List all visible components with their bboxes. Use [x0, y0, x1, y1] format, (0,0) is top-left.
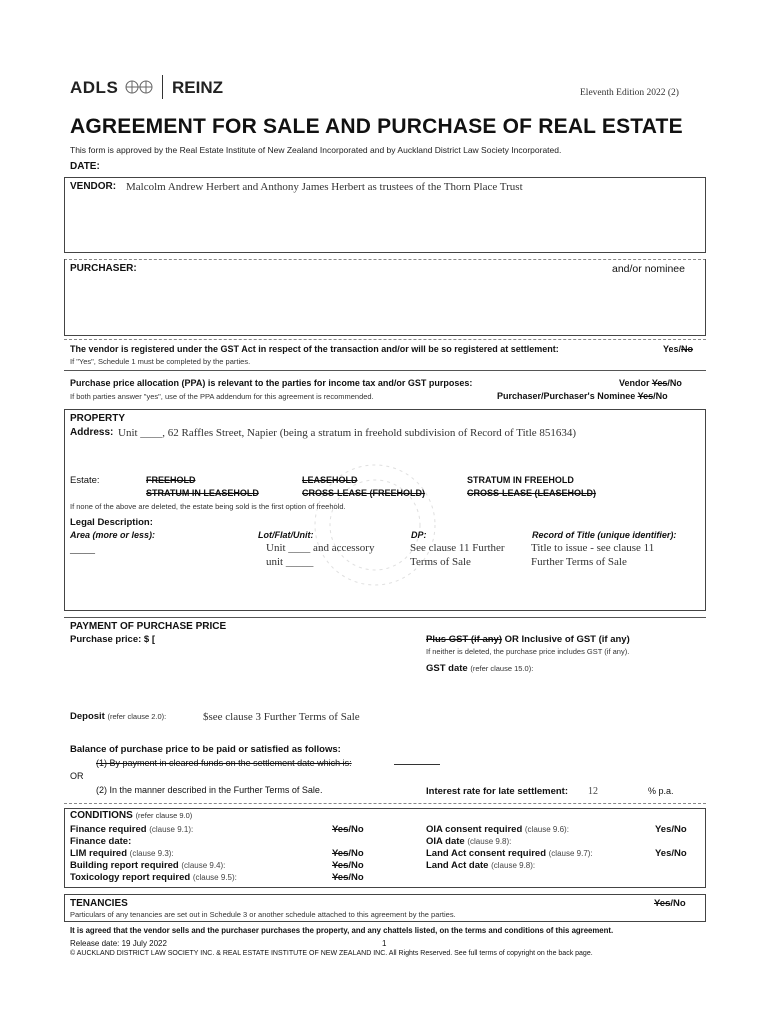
- interest-value[interactable]: 12: [588, 786, 598, 797]
- page-title: AGREEMENT FOR SALE AND PURCHASE OF REAL ESTATE: [70, 115, 683, 138]
- dp-value-2[interactable]: Terms of Sale: [410, 556, 471, 568]
- condition-toxicology-yesno[interactable]: Yes/No: [332, 872, 364, 883]
- estate-label: Estate:: [70, 475, 100, 486]
- ppa-vendor-label: Vendor: [619, 378, 650, 388]
- option1-strike-line: [394, 764, 440, 765]
- balance-or: OR: [70, 771, 84, 781]
- deposit-row: [70, 711, 166, 722]
- condition-lim-yesno[interactable]: Yes/No: [332, 848, 364, 859]
- agreement-statement: It is agreed that the vendor sells and the purchaser purchases the property, and any chattels listed, on the terms and conditions of this agreement.: [70, 926, 614, 935]
- gst-inclusion[interactable]: [426, 634, 630, 645]
- deposit-ref: (refer clause 2.0):: [107, 712, 167, 721]
- plus-gst-option[interactable]: Plus GST (if any): [426, 634, 503, 645]
- lot-value-1[interactable]: Unit ____ and accessory: [266, 542, 375, 554]
- dp-value-1[interactable]: See clause 11 Further: [410, 542, 505, 554]
- balance-option-1[interactable]: (1) By payment in cleared funds on the settlement date which is:: [96, 758, 352, 768]
- ppa-vendor-no[interactable]: /No: [667, 378, 682, 388]
- property-heading: PROPERTY: [70, 413, 126, 424]
- ppa-purchaser-no[interactable]: /No: [653, 391, 668, 401]
- condition-oia-yesno[interactable]: Yes/No: [655, 824, 687, 835]
- vendor-value[interactable]: Malcolm Andrew Herbert and Anthony James Herbert as trustees of the Thorn Place Trust: [126, 181, 523, 193]
- gst-note: If "Yes", Schedule 1 must be completed by the parties.: [70, 357, 251, 366]
- interest-unit: % p.a.: [648, 786, 674, 796]
- condition-land-act: Land Act consent required (clause 9.7):: [426, 848, 593, 859]
- payment-top-rule: [64, 617, 706, 618]
- gst-top-rule: [64, 339, 706, 340]
- gst-yes[interactable]: Yes/: [663, 344, 682, 354]
- lot-value-2[interactable]: unit _____: [266, 556, 314, 568]
- ppa-vendor[interactable]: [619, 378, 682, 388]
- gst-inclusion-note: If neither is deleted, the purchase price includes GST (if any).: [426, 647, 630, 656]
- estate-freehold[interactable]: FREEHOLD: [146, 475, 196, 485]
- area-value[interactable]: _____: [70, 544, 95, 555]
- record-value-1[interactable]: Title to issue - see clause 11: [531, 542, 655, 554]
- deposit-label: Deposit: [70, 711, 105, 722]
- gst-no[interactable]: No: [681, 344, 694, 354]
- inclusive-gst-option[interactable]: OR Inclusive of GST (if any): [502, 634, 630, 645]
- condition-lim: LIM required (clause 9.3):: [70, 848, 174, 859]
- condition-land-act-date: Land Act date (clause 9.8):: [426, 860, 536, 871]
- record-value-2[interactable]: Further Terms of Sale: [531, 556, 627, 568]
- lot-label: Lot/Flat/Unit:: [258, 530, 314, 540]
- condition-oia: OIA consent required (clause 9.6):: [426, 824, 569, 835]
- ppa-purchaser-label: Purchaser/Purchaser's Nominee: [497, 391, 636, 401]
- ppa-purchaser-yes[interactable]: Yes: [637, 391, 654, 401]
- area-label: Area (more or less):: [70, 530, 156, 540]
- condition-building: Building report required (clause 9.4):: [70, 860, 226, 871]
- vendor-label: VENDOR:: [70, 181, 117, 192]
- reinz-logo: REINZ: [172, 78, 223, 97]
- crest-icon: [122, 77, 156, 97]
- condition-oia-date: OIA date (clause 9.8):: [426, 836, 512, 847]
- balance-option-2[interactable]: (2) In the manner described in the Further Terms of Sale.: [96, 785, 323, 795]
- gst-date-ref: (refer clause 15.0):: [470, 664, 534, 673]
- condition-finance-date: Finance date:: [70, 836, 132, 847]
- estate-note: If none of the above are deleted, the estate being sold is the first option of freehold.: [70, 502, 346, 511]
- copy-watermark-icon: [300, 440, 450, 610]
- approval-note: This form is approved by the Real Estate Institute of New Zealand Incorporated and by Auckland District Law Society Incorporated.: [70, 145, 562, 155]
- tenancies-note: Particulars of any tenancies are set out in Schedule 3 or another schedule attached to this agreement by the parties.: [70, 910, 456, 919]
- estate-stratum-freehold[interactable]: STRATUM IN FREEHOLD: [467, 475, 574, 485]
- nominee-label: and/or nominee: [612, 263, 685, 275]
- dp-label: DP:: [411, 530, 427, 540]
- address-value[interactable]: Unit ____, 62 Raffles Street, Napier (being a stratum in freehold subdivision of Record of Title 851634): [118, 427, 577, 439]
- gst-text: The vendor is registered under the GST Act in respect of the transaction and/or will be so registered at settlement:: [70, 344, 559, 354]
- conditions-heading: CONDITIONS (refer clause 9.0): [70, 810, 193, 821]
- interest-label: Interest rate for late settlement:: [426, 786, 569, 797]
- address-label: Address:: [70, 427, 114, 438]
- tenancies-no[interactable]: /No: [670, 898, 686, 909]
- date-label: DATE:: [70, 161, 100, 172]
- condition-finance-yesno[interactable]: Yes/No: [332, 824, 364, 835]
- record-label: Record of Title (unique identifier):: [532, 530, 677, 540]
- estate-leasehold[interactable]: LEASEHOLD: [302, 475, 358, 485]
- payment-heading: PAYMENT OF PURCHASE PRICE: [70, 621, 227, 632]
- estate-cross-freehold[interactable]: CROSS-LEASE (FREEHOLD): [302, 488, 426, 498]
- gst-bottom-rule: [64, 370, 706, 371]
- ppa-purchaser[interactable]: [497, 391, 668, 401]
- condition-building-yesno[interactable]: Yes/No: [332, 860, 364, 871]
- tenancies-heading: TENANCIES: [70, 898, 128, 909]
- copyright: © AUCKLAND DISTRICT LAW SOCIETY INC. & REAL ESTATE INSTITUTE OF NEW ZEALAND INC. All Rights Reserved. See full terms of copyright on the back page.: [70, 950, 593, 957]
- purchaser-box: [64, 259, 706, 336]
- edition-label: Eleventh Edition 2022 (2): [580, 88, 679, 98]
- ppa-note: If both parties answer "yes", use of the PPA addendum for this agreement is recommended.: [70, 392, 374, 401]
- ppa-text: Purchase price allocation (PPA) is relevant to the parties for income tax and/or GST purposes:: [70, 378, 473, 388]
- price-label[interactable]: Purchase price: $ [: [70, 634, 156, 645]
- balance-label: Balance of purchase price to be paid or satisfied as follows:: [70, 744, 341, 755]
- ppa-vendor-yes[interactable]: Yes: [651, 378, 668, 388]
- payment-bottom-rule: [64, 803, 706, 804]
- purchaser-label: PURCHASER:: [70, 263, 137, 274]
- gst-yes-no[interactable]: [663, 344, 693, 354]
- estate-cross-leasehold[interactable]: CROSS-LEASE (LEASEHOLD): [467, 488, 597, 498]
- tenancies-yes[interactable]: Yes: [654, 898, 671, 909]
- logo-divider: [162, 75, 163, 99]
- gst-date-label: GST date: [426, 663, 468, 674]
- deposit-value[interactable]: $see clause 3 Further Terms of Sale: [203, 711, 360, 723]
- condition-toxicology: Toxicology report required (clause 9.5):: [70, 872, 237, 883]
- estate-stratum-leasehold[interactable]: STRATUM IN LEASEHOLD: [146, 488, 259, 498]
- adls-logo: ADLS: [70, 78, 119, 97]
- legal-label: Legal Description:: [70, 517, 153, 528]
- condition-land-act-yesno[interactable]: Yes/No: [655, 848, 687, 859]
- gst-date[interactable]: [426, 663, 533, 674]
- tenancies-yesno[interactable]: [654, 898, 686, 909]
- condition-finance: Finance required (clause 9.1):: [70, 824, 194, 835]
- page-number: 1: [382, 939, 387, 948]
- conditions-heading-ref: (refer clause 9.0): [135, 811, 193, 820]
- release-date: Release date: 19 July 2022: [70, 939, 167, 948]
